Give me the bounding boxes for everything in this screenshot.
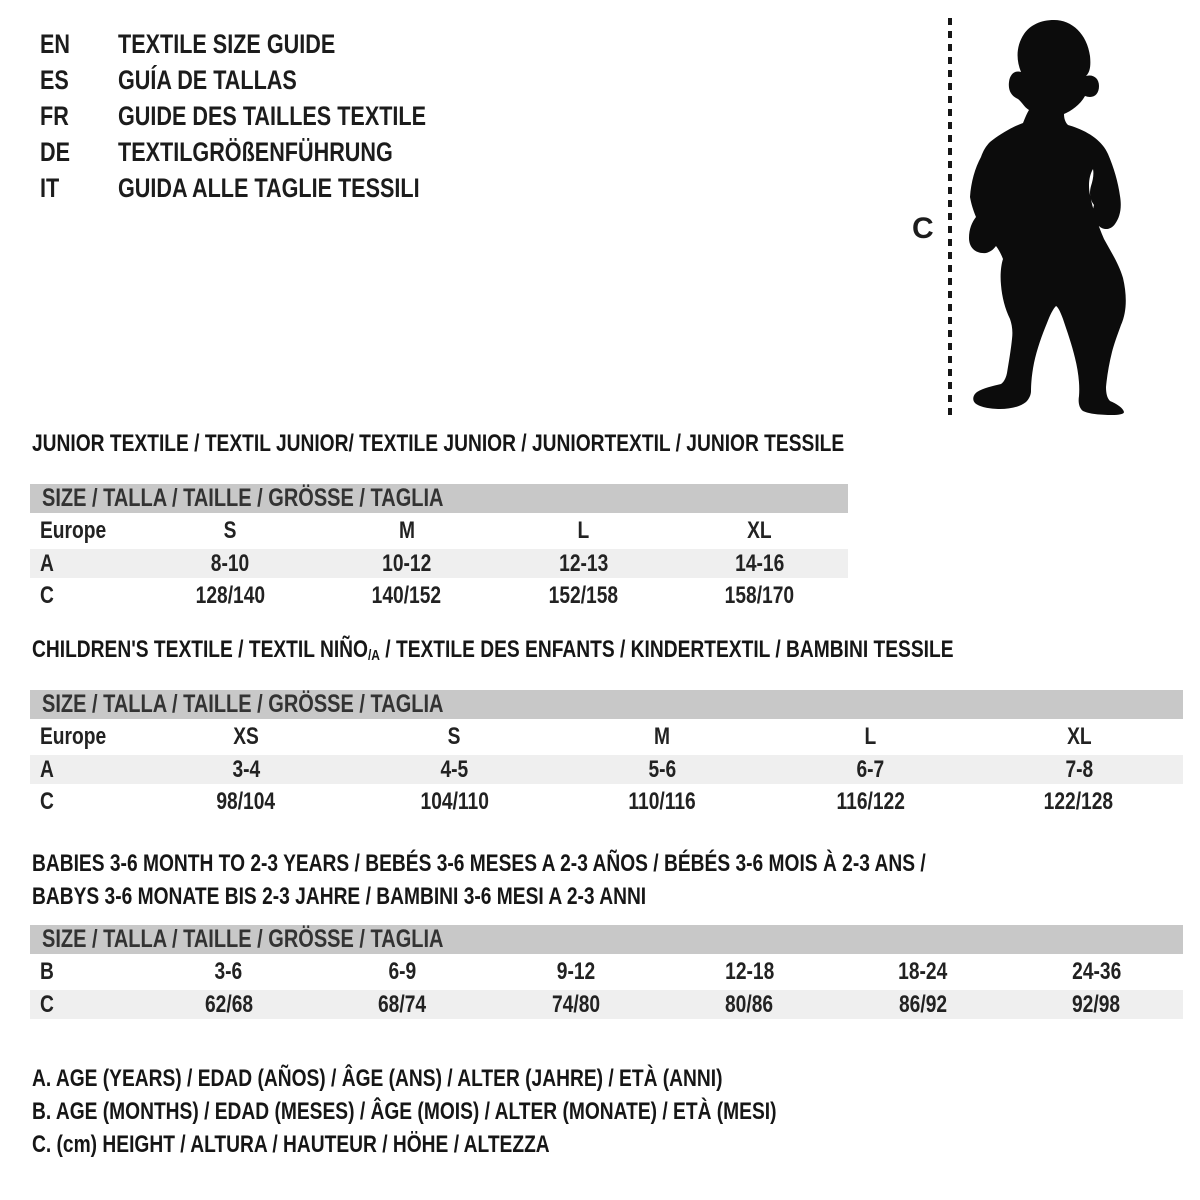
- size-cell: 24-36: [1071, 958, 1121, 985]
- size-cell: 12-18: [724, 958, 774, 985]
- size-cell: 98/104: [216, 788, 276, 815]
- babies-size-table: [30, 925, 1183, 1019]
- size-cell: L: [577, 517, 590, 544]
- footnote-text: A. AGE (YEARS) / EDAD (AÑOS) / ÂGE (ANS) / ALTER (JAHRE) / ETÀ (ANNI): [32, 1064, 723, 1092]
- guide-title: TEXTILGRÖßENFÜHRUNG: [118, 136, 393, 167]
- size-cell: 68/74: [378, 990, 427, 1018]
- language-code: DE: [40, 136, 71, 167]
- junior-size-table: [30, 484, 848, 614]
- size-cell: 110/116: [628, 788, 697, 815]
- row-label: C: [40, 990, 54, 1018]
- children-size-table: [30, 690, 1183, 820]
- size-cell: 10-12: [382, 549, 432, 577]
- size-cell: 158/170: [725, 582, 795, 609]
- language-list: [40, 26, 503, 206]
- size-cell: M: [654, 723, 671, 750]
- size-cell: 9-12: [556, 958, 595, 985]
- height-measure-dashed-line: [948, 18, 952, 415]
- language-row: [40, 26, 503, 62]
- size-cell: 128/140: [195, 582, 265, 609]
- size-cell: 4-5: [440, 755, 469, 783]
- size-cell: 12-13: [558, 549, 608, 577]
- size-cell: 122/128: [1044, 788, 1114, 815]
- table-row: [30, 549, 848, 578]
- guide-title: GUIDE DES TAILLES TEXTILE: [118, 100, 427, 131]
- table-row: [30, 990, 1183, 1019]
- language-code: IT: [40, 172, 60, 203]
- babies-title-line2: BABYS 3-6 MONATE BIS 2-3 JAHRE / BAMBINI 3-6 MESI A 2-3 ANNI: [32, 883, 647, 910]
- size-cell: 8-10: [211, 549, 250, 577]
- footnote-text: C. (cm) HEIGHT / ALTURA / HAUTEUR / HÖHE / ALTEZZA: [32, 1130, 550, 1158]
- language-row: [40, 98, 503, 134]
- size-header-band: SIZE / TALLA / TAILLE / GRÖSSE / TAGLIA: [30, 925, 1183, 954]
- size-cell: 152/158: [548, 582, 618, 609]
- guide-title: GUIDA ALLE TAGLIE TESSILI: [118, 172, 420, 203]
- babies-section-title: [32, 847, 1149, 913]
- table-row: [30, 719, 1183, 755]
- babies-title-line1: BABIES 3-6 MONTH TO 2-3 YEARS / BEBÉS 3-6 MESES A 2-3 AÑOS / BÉBÉS 3-6 MOIS À 2-3 ANS /: [32, 850, 926, 877]
- height-measure-label: C: [912, 212, 934, 245]
- guide-title: GUÍA DE TALLAS: [118, 64, 297, 95]
- footnote-row: [32, 1062, 963, 1095]
- language-code: ES: [40, 64, 69, 95]
- row-label: A: [40, 755, 54, 783]
- size-cell: 140/152: [372, 582, 442, 609]
- size-cell: 3-4: [232, 755, 260, 783]
- size-cell: 3-6: [214, 958, 243, 985]
- size-cell: 5-6: [648, 755, 677, 783]
- size-cell: XL: [1066, 723, 1092, 750]
- size-cell: S: [223, 517, 237, 544]
- size-header-band: SIZE / TALLA / TAILLE / GRÖSSE / TAGLIA: [30, 690, 1183, 719]
- size-cell: 18-24: [898, 958, 948, 985]
- size-cell: 92/98: [1072, 990, 1121, 1018]
- guide-title: TEXTILE SIZE GUIDE: [118, 28, 336, 59]
- table-row: [30, 578, 848, 614]
- size-cell: 74/80: [551, 990, 600, 1018]
- language-code: EN: [40, 28, 71, 59]
- size-cell: 86/92: [898, 990, 947, 1018]
- size-cell: XL: [747, 517, 773, 544]
- table-row: [30, 755, 1183, 784]
- junior-section-title: [32, 431, 1047, 457]
- row-label: C: [40, 788, 54, 815]
- size-cell: 14-16: [735, 549, 785, 577]
- row-label: Europe: [40, 517, 107, 544]
- children-section-title: [32, 637, 1184, 669]
- row-label: Europe: [40, 723, 107, 750]
- size-cell: 6-7: [856, 755, 885, 783]
- footnote-text: B. AGE (MONTHS) / EDAD (MESES) / ÂGE (MOIS) / ALTER (MONATE) / ETÀ (MESI): [32, 1097, 777, 1125]
- size-cell: L: [864, 723, 877, 750]
- language-row: [40, 170, 503, 206]
- size-cell: 6-9: [388, 958, 417, 985]
- size-cell: 62/68: [204, 990, 253, 1018]
- size-cell: 116/122: [836, 788, 905, 815]
- footnote-list: [32, 1062, 963, 1161]
- size-cell: S: [447, 723, 461, 750]
- table-row: [30, 784, 1183, 820]
- footnote-row: [32, 1128, 963, 1161]
- table-row: [30, 513, 848, 549]
- junior-title-text: JUNIOR TEXTILE / TEXTIL JUNIOR/ TEXTILE JUNIOR / JUNIORTEXTIL / JUNIOR TESSILE: [32, 430, 845, 457]
- toddler-silhouette: [966, 12, 1144, 416]
- size-cell: 80/86: [725, 990, 774, 1018]
- table-row: [30, 954, 1183, 990]
- size-cell: 104/110: [420, 788, 489, 815]
- nino-a-subscript: /A: [367, 647, 380, 664]
- language-row: [40, 134, 503, 170]
- size-header-band: SIZE / TALLA / TAILLE / GRÖSSE / TAGLIA: [30, 484, 848, 513]
- size-cell: XS: [233, 723, 259, 750]
- children-title-text: CHILDREN'S TEXTILE / TEXTIL $NIÑO_{/A}$ / TEXTILE DES ENFANTS / KINDERTEXTIL / BAMBINI TESSILE: [32, 636, 954, 664]
- size-cell: 7-8: [1065, 755, 1093, 783]
- size-cell: M: [398, 517, 415, 544]
- row-label: B: [40, 958, 54, 985]
- row-label: A: [40, 549, 54, 577]
- language-row: [40, 62, 503, 98]
- row-label: C: [40, 582, 54, 609]
- footnote-row: [32, 1095, 963, 1128]
- language-code: FR: [40, 100, 69, 131]
